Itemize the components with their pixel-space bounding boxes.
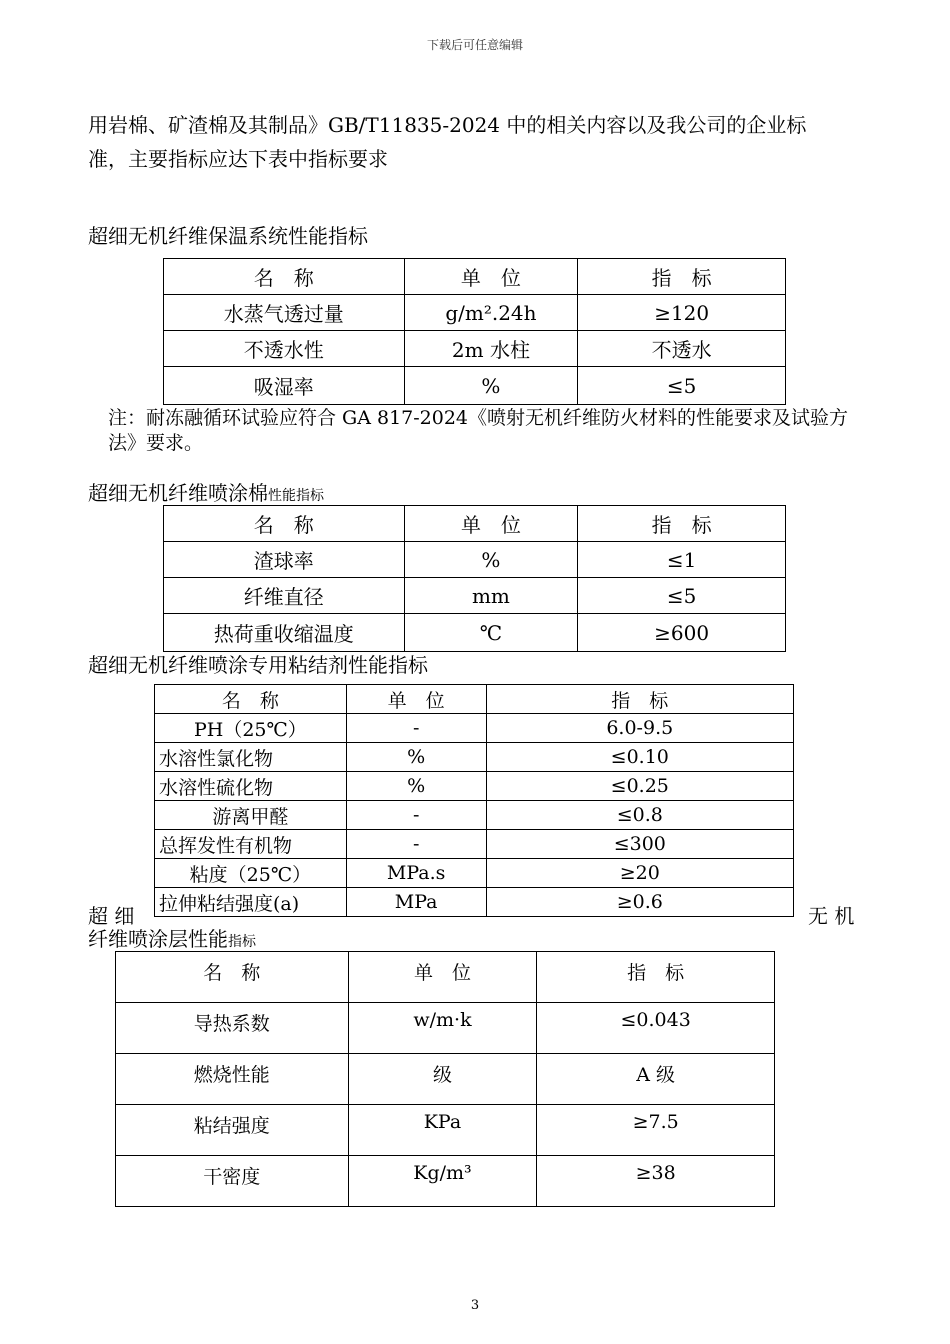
table4-caption-suffix: 指标: [228, 934, 256, 950]
table1-header-row: [164, 259, 786, 295]
table-row: [155, 859, 794, 888]
table-row: [164, 367, 786, 405]
table1-note: 注：耐冻融循环试验应符合 GA 817-2024《喷射无机纤维防火材料的性能要求及试验方法》要求。: [108, 407, 849, 454]
table4-header-cell: 单 位: [348, 952, 537, 1003]
table4-header-cell: 名 称: [116, 952, 349, 1003]
table-cell: 2m 水柱: [404, 331, 578, 367]
table1-header-cell: 名 称: [164, 259, 405, 295]
table-cell: %: [346, 772, 486, 801]
table-cell: MPa: [346, 888, 486, 917]
table-row: [155, 801, 794, 830]
table-row: [164, 331, 786, 367]
table-cell: 总挥发性有机物: [155, 830, 347, 859]
table-cell: ≥600: [578, 614, 786, 652]
table-cell: 不透水性: [164, 331, 405, 367]
table2-header-row: [164, 506, 786, 542]
table-row: [155, 772, 794, 801]
table1-header-cell: 单 位: [404, 259, 578, 295]
table2: [163, 505, 786, 652]
table-cell: ≤0.10: [486, 743, 793, 772]
table-cell: 6.0-9.5: [486, 714, 793, 743]
table3-caption: 超细无机纤维喷涂专用粘结剂性能指标: [88, 653, 428, 677]
table-cell: %: [404, 367, 578, 405]
table-row: [155, 714, 794, 743]
table2-header-cell: 名 称: [164, 506, 405, 542]
table-cell: 级: [348, 1054, 537, 1105]
table2-caption-main: 超细无机纤维喷涂棉: [88, 481, 268, 505]
table-cell: 导热系数: [116, 1003, 349, 1054]
table4-header-cell: 指 标: [537, 952, 775, 1003]
table-cell: 游离甲醛: [155, 801, 347, 830]
table-cell: -: [346, 714, 486, 743]
page-header: 下载后可任意编辑: [426, 38, 523, 52]
table3: [154, 684, 794, 917]
table-cell: %: [346, 743, 486, 772]
table-row: [116, 1003, 775, 1054]
table-cell: ≥38: [537, 1156, 775, 1207]
table-cell: -: [346, 830, 486, 859]
table-cell: ≤1: [578, 542, 786, 578]
table-cell: ≤0.8: [486, 801, 793, 830]
table1-header-cell: 指 标: [578, 259, 786, 295]
intro-line-2: 准，主要指标应达下表中指标要求: [88, 147, 388, 171]
table-row: [155, 830, 794, 859]
table-row: [155, 743, 794, 772]
table4-caption-main: 纤维喷涂层性能: [88, 927, 228, 951]
table2-caption-suffix: 性能指标: [268, 488, 324, 504]
table-cell: w/m·k: [348, 1003, 537, 1054]
table-cell: KPa: [348, 1105, 537, 1156]
table-cell: Kg/m³: [348, 1156, 537, 1207]
table4-caption-part2: 无 机: [808, 904, 855, 928]
table4-caption-part1: 超 细: [88, 904, 135, 928]
table-cell: ≥0.6: [486, 888, 793, 917]
table-cell: ≤0.25: [486, 772, 793, 801]
table3-header-row: [155, 685, 794, 714]
table-cell: 不透水: [578, 331, 786, 367]
table-cell: ≥7.5: [537, 1105, 775, 1156]
table-cell: ≤5: [578, 367, 786, 405]
table-cell: A 级: [537, 1054, 775, 1105]
table-cell: 纤维直径: [164, 578, 405, 614]
table2-header-cell: 单 位: [404, 506, 578, 542]
table1: [163, 258, 786, 405]
table-cell: ≥120: [578, 295, 786, 331]
intro-line-1: 用岩棉、矿渣棉及其制品》GB/T11835-2024 中的相关内容以及我公司的企业标: [88, 113, 807, 137]
table-row: [116, 1156, 775, 1207]
table-cell: 燃烧性能: [116, 1054, 349, 1105]
table-cell: %: [404, 542, 578, 578]
table-cell: g/m².24h: [404, 295, 578, 331]
table-row: [116, 1105, 775, 1156]
table-cell: 水溶性氯化物: [155, 743, 347, 772]
table-cell: 粘度（25℃）: [155, 859, 347, 888]
page-number: 3: [470, 1298, 480, 1313]
table-cell: -: [346, 801, 486, 830]
table-cell: ≤0.043: [537, 1003, 775, 1054]
table-cell: 干密度: [116, 1156, 349, 1207]
table4-header-row: [116, 952, 775, 1003]
table3-header-cell: 指 标: [486, 685, 793, 714]
table3-header-cell: 名 称: [155, 685, 347, 714]
table-cell: MPa.s: [346, 859, 486, 888]
table-row: [164, 542, 786, 578]
table-row: [164, 614, 786, 652]
table3-header-cell: 单 位: [346, 685, 486, 714]
table4: [115, 951, 775, 1207]
intro-paragraph: [88, 108, 868, 176]
table-cell: PH（25℃）: [155, 714, 347, 743]
table-row: [164, 578, 786, 614]
table-cell: 水蒸气透过量: [164, 295, 405, 331]
table-cell: ≤300: [486, 830, 793, 859]
table-row: [155, 888, 794, 917]
table2-header-cell: 指 标: [578, 506, 786, 542]
table-cell: ≥20: [486, 859, 793, 888]
table-cell: ℃: [404, 614, 578, 652]
table-row: [164, 295, 786, 331]
table-cell: 渣球率: [164, 542, 405, 578]
table-cell: ≤5: [578, 578, 786, 614]
table-cell: 拉伸粘结强度(a): [155, 888, 347, 917]
table-cell: 粘结强度: [116, 1105, 349, 1156]
table-cell: mm: [404, 578, 578, 614]
table-cell: 水溶性硫化物: [155, 772, 347, 801]
table1-caption: 超细无机纤维保温系统性能指标: [88, 224, 368, 248]
table-cell: 热荷重收缩温度: [164, 614, 405, 652]
table-row: [116, 1054, 775, 1105]
table-cell: 吸湿率: [164, 367, 405, 405]
